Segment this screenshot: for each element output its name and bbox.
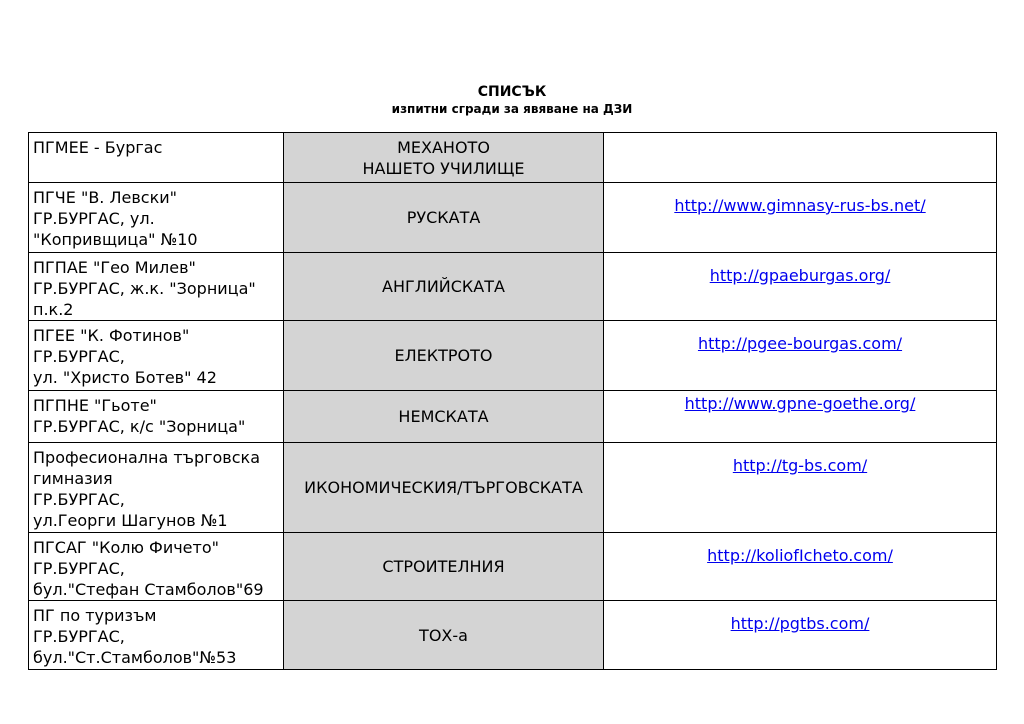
specialty-line: АНГЛИЙСКАТА xyxy=(382,277,505,296)
school-line: "Копривщица" №10 xyxy=(33,230,198,249)
school-line: ГР.БУРГАС, xyxy=(33,559,125,578)
website-link[interactable]: http://pgee-bourgas.com/ xyxy=(697,334,903,353)
table-row xyxy=(29,133,997,183)
specialty-cell xyxy=(284,253,604,321)
website-link[interactable]: http://koliofIcheto.com/ xyxy=(707,546,893,565)
website-cell xyxy=(604,321,997,391)
exam-buildings-table xyxy=(28,132,997,670)
school-line: ПГПАЕ "Гео Милев" xyxy=(33,258,196,277)
school-line: бул."Ст.Стамболов"№53 xyxy=(33,648,237,667)
website-cell xyxy=(604,443,997,533)
school-line: ПГ по туризъм xyxy=(33,606,157,625)
school-line: ГР.БУРГАС, xyxy=(33,490,125,509)
specialty-cell xyxy=(284,533,604,601)
specialty-cell xyxy=(284,183,604,253)
website-link[interactable]: http://www.gpne-goethe.org/ xyxy=(684,394,916,413)
website-cell xyxy=(604,133,997,183)
school-line: гимназия xyxy=(33,469,113,488)
school-line: п.к.2 xyxy=(33,300,74,319)
school-line: ул. "Христо Ботев" 42 xyxy=(33,368,217,387)
specialty-line: МЕХАНОТО xyxy=(397,137,490,157)
table-row xyxy=(29,321,997,391)
school-line: ПГПНЕ "Гьоте" xyxy=(33,396,157,415)
specialty-cell xyxy=(284,321,604,391)
specialty-line: НАШЕТО УЧИЛИЩЕ xyxy=(362,158,525,178)
website-cell xyxy=(604,183,997,253)
school-cell xyxy=(29,183,284,253)
table-row xyxy=(29,533,997,601)
website-link[interactable]: http://pgtbs.com/ xyxy=(730,614,870,633)
specialty-cell xyxy=(284,391,604,443)
website-cell xyxy=(604,533,997,601)
website-link[interactable]: http://www.gimnasy-rus-bs.net/ xyxy=(674,196,926,215)
document-header xyxy=(0,83,1024,117)
school-cell xyxy=(29,443,284,533)
school-line: ГР.БУРГАС, xyxy=(33,627,125,646)
school-line: ГР.БУРГАС, к/с "Зорница" xyxy=(33,417,246,436)
school-line: ПГЧЕ "В. Левски" xyxy=(33,188,177,207)
specialty-line: ТОХ-а xyxy=(419,625,468,645)
website-link[interactable]: http://tg-bs.com/ xyxy=(732,456,868,475)
school-line: ГР.БУРГАС, ул. xyxy=(33,209,155,228)
school-line: ГР.БУРГАС, ж.к. "Зорница" xyxy=(33,279,256,298)
school-line: Професионална търговска xyxy=(33,448,260,467)
table-row xyxy=(29,391,997,443)
school-line: ПГМЕЕ - Бургас xyxy=(33,138,163,157)
school-cell xyxy=(29,533,284,601)
specialty-line: НЕМСКАТА xyxy=(398,407,489,426)
specialty-cell xyxy=(284,443,604,533)
page-title: СПИСЪК xyxy=(477,84,547,100)
school-line: ГР.БУРГАС, xyxy=(33,347,125,366)
table-row xyxy=(29,601,997,670)
school-line: бул."Стефан Стамболов"69 xyxy=(33,580,264,599)
website-cell xyxy=(604,391,997,443)
table-row xyxy=(29,253,997,321)
specialty-line: СТРОИТЕЛНИЯ xyxy=(382,557,505,576)
page-subtitle: изпитни сгради за явяване на ДЗИ xyxy=(391,102,633,116)
school-cell xyxy=(29,321,284,391)
specialty-line: ИКОНОМИЧЕСКИЯ/ТЪРГОВСКАТА xyxy=(304,478,583,497)
table-row xyxy=(29,443,997,533)
school-cell xyxy=(29,253,284,321)
school-cell xyxy=(29,133,284,183)
specialty-cell xyxy=(284,601,604,670)
website-cell xyxy=(604,253,997,321)
specialty-line: РУСКАТА xyxy=(406,208,481,227)
specialty-cell xyxy=(284,133,604,183)
school-line: ПГЕЕ "К. Фотинов" xyxy=(33,326,190,345)
school-line: ПГСАГ "Колю Фичето" xyxy=(33,538,219,557)
specialty-line: ЕЛЕКТРОТО xyxy=(394,346,493,365)
school-cell xyxy=(29,601,284,670)
website-cell xyxy=(604,601,997,670)
table-row xyxy=(29,183,997,253)
school-line: ул.Георги Шагунов №1 xyxy=(33,511,228,530)
website-link[interactable]: http://gpaeburgas.org/ xyxy=(709,266,891,285)
school-cell xyxy=(29,391,284,443)
